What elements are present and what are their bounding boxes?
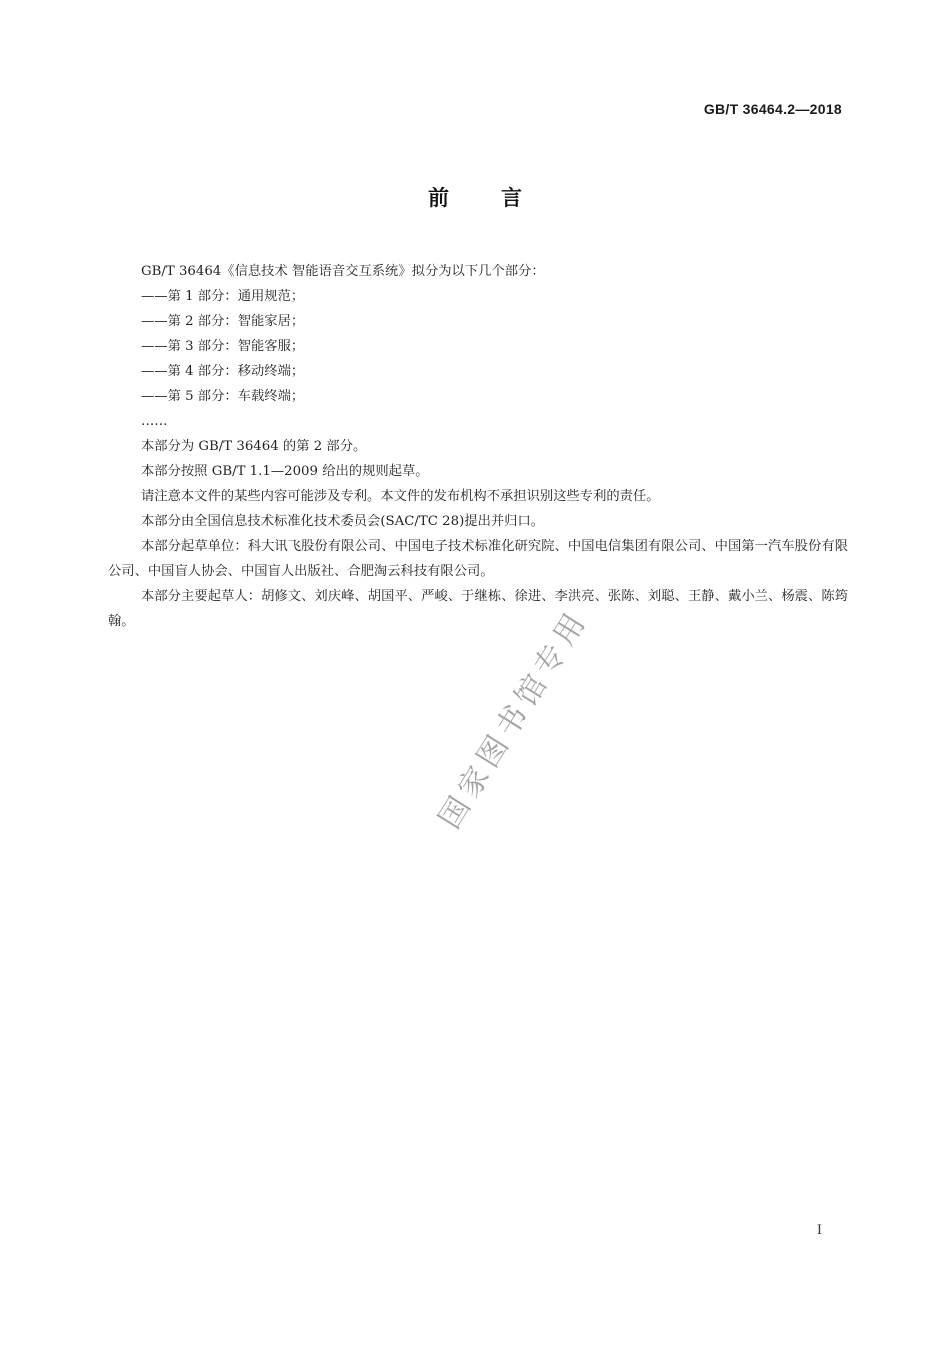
- committee-statement: 本部分由全国信息技术标准化技术委员会(SAC/TC 28)提出并归口。: [141, 514, 545, 529]
- patent-notice: 请注意本文件的某些内容可能涉及专利。本文件的发布机构不承担识别这些专利的责任。: [141, 489, 660, 504]
- part-list-item: ——第 1 部分：通用规范；: [141, 289, 305, 304]
- part-list-item: ——第 4 部分：移动终端；: [141, 364, 305, 379]
- drafting-organizations: 本部分起草单位：科大讯飞股份有限公司、中国电子技术标准化研究院、中国电信集团有限公司、中国第一汽车股份有限公司、中国盲人协会、中国盲人出版社、合肥淘云科技有限公司。: [108, 539, 848, 579]
- foreword-body: [108, 259, 848, 634]
- drafting-rules-statement: 本部分按照 GB/T 1.1—2009 给出的规则起草。: [141, 464, 429, 479]
- part-statement: 本部分为 GB/T 36464 的第 2 部分。: [141, 439, 367, 454]
- part-list-item: ——第 5 部分：车载终端；: [141, 389, 305, 404]
- page-number: I: [816, 1223, 822, 1238]
- part-list-item: ——第 2 部分：智能家居；: [141, 314, 305, 329]
- standard-code: GB/T 36464.2—2018: [703, 101, 842, 117]
- ellipsis-line: ……: [141, 414, 168, 429]
- intro-paragraph: GB/T 36464《信息技术 智能语音交互系统》拟分为以下几个部分：: [141, 264, 545, 279]
- page-title: 前言: [428, 186, 574, 210]
- part-list-item: ——第 3 部分：智能客服；: [141, 339, 305, 354]
- drafters: 本部分主要起草人：胡修文、刘庆峰、胡国平、严峻、于继栋、徐进、李洪亮、张陈、刘聪、王静、戴小兰、杨震、陈筠翰。: [108, 589, 848, 629]
- library-watermark: 国家图书馆专用: [432, 602, 596, 835]
